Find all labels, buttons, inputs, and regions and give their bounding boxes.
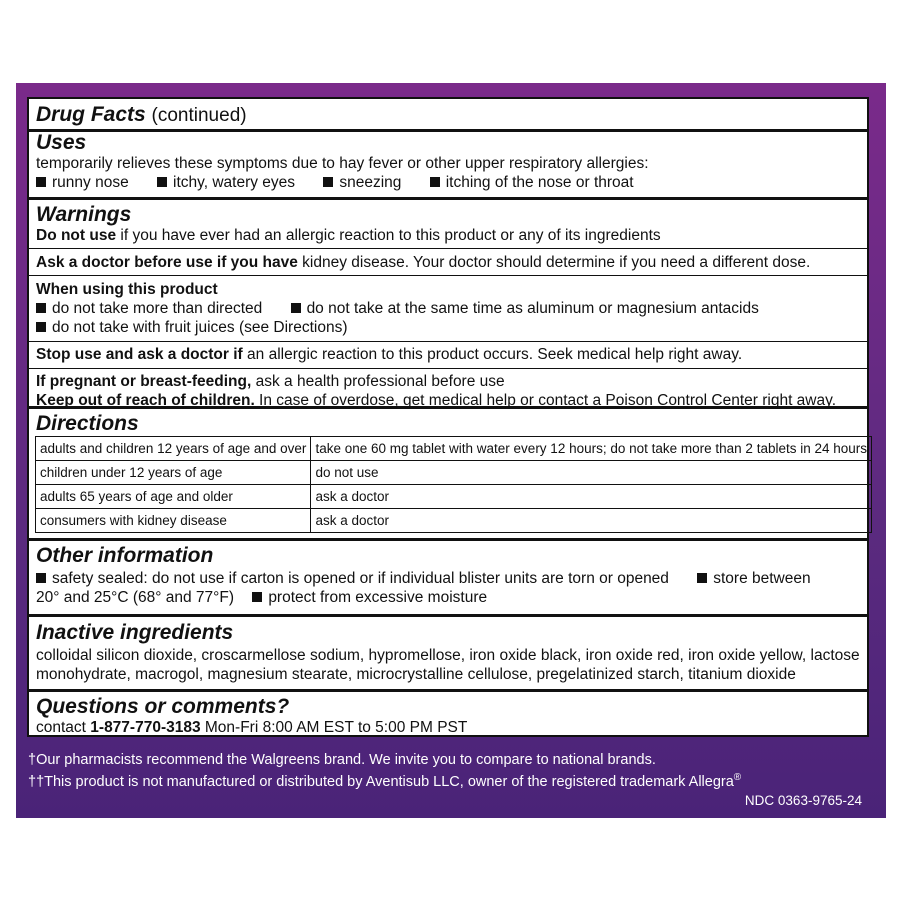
do-not-use-line: Do not use if you have ever had an allergic reaction to this product or any of its ingredients: [36, 227, 661, 244]
inactive-ingredients-heading: Inactive ingredients: [36, 621, 234, 644]
stop-use-line: Stop use and ask a doctor if an allergic reaction to this product occurs. Seek medical help right away.: [29, 341, 867, 368]
drug-facts-box: [27, 97, 869, 737]
bullet-icon: [36, 177, 46, 187]
bullet-icon: [697, 573, 707, 583]
footnote-1: †Our pharmacists recommend the Walgreens brand. We invite you to compare to national brands.: [28, 752, 656, 768]
when-using-list: do not take more than directed do not take at the same time as aluminum or magnesium antacids: [29, 299, 867, 318]
uses-text: temporarily relieves these symptoms due to hay fever or other upper respiratory allergies:: [36, 155, 649, 172]
drug-facts-header: [29, 99, 867, 132]
bullet-icon: [157, 177, 167, 187]
inactive-ingredients-section: [29, 617, 867, 692]
ask-doctor-line: Ask a doctor before use if you have kidney disease. Your doctor should determine if you need a different dose.: [29, 248, 867, 275]
other-information-section: [29, 541, 867, 617]
uses-item: sneezing: [339, 174, 402, 191]
bullet-icon: [36, 322, 46, 332]
when-using-heading: When using this product: [29, 275, 867, 299]
questions-section: [29, 692, 867, 735]
keep-out-line: Keep out of reach of children. In case of overdose, get medical help or contact a Poison Control Center right away.: [36, 392, 837, 409]
when-using-list-2: do not take with fruit juices (see Directions): [29, 318, 867, 341]
other-information-heading: Other information: [36, 544, 214, 567]
bullet-icon: [252, 592, 262, 602]
uses-list: [29, 173, 867, 192]
table-row: adults and children 12 years of age and over take one 60 mg tablet with water every 12 hours; do not take more than 2 tablets in 24 hours: [36, 437, 872, 461]
directions-table: [35, 436, 872, 533]
uses-item: runny nose: [52, 174, 129, 191]
ndc-number: NDC 0363-9765-24: [744, 793, 862, 808]
uses-section: [29, 132, 867, 200]
questions-contact: contact 1-877-770-3183 Mon-Fri 8:00 AM EST to 5:00 PM PST: [36, 719, 468, 736]
other-information-line-2: 20° and 25°C (68° and 77°F) protect from excessive moisture: [36, 589, 488, 606]
pregnant-line: If pregnant or breast-feeding, ask a health professional before use: [29, 368, 867, 391]
directions-section: [29, 409, 867, 541]
uses-item: itchy, watery eyes: [173, 174, 296, 191]
table-row: consumers with kidney disease ask a doctor: [36, 509, 872, 533]
warnings-heading: Warnings: [36, 203, 132, 226]
other-information-line-1: safety sealed: do not use if carton is opened or if individual blister units are torn or opened store between: [29, 567, 867, 588]
bullet-icon: [291, 303, 301, 313]
bullet-icon: [36, 573, 46, 583]
bullet-icon: [430, 177, 440, 187]
directions-heading: Directions: [36, 412, 139, 435]
questions-heading: Questions or comments?: [36, 695, 290, 718]
continued-label: (continued): [151, 105, 247, 126]
uses-heading: Uses: [36, 131, 87, 154]
inactive-ingredients-line-1: colloidal silicon dioxide, croscarmellose sodium, hypromellose, iron oxide black, iron oxide red, iron oxide yellow, lactose: [36, 647, 860, 664]
phone-number: 1-877-770-3183: [90, 719, 201, 736]
footnote-2: ††This product is not manufactured or distributed by Aventisub LLC, owner of the registered trademark Allegra®: [28, 772, 742, 790]
table-row: children under 12 years of age do not use: [36, 461, 872, 485]
bullet-icon: [323, 177, 333, 187]
uses-item: itching of the nose or throat: [445, 174, 634, 191]
table-row: adults 65 years of age and older ask a doctor: [36, 485, 872, 509]
inactive-ingredients-line-2: monohydrate, macrogol, magnesium stearate, microcrystalline cellulose, pregelatinized starch, titanium dioxide: [36, 666, 796, 683]
drug-facts-title: Drug Facts (continued): [36, 103, 247, 126]
bullet-icon: [36, 303, 46, 313]
warnings-section: [29, 200, 867, 409]
